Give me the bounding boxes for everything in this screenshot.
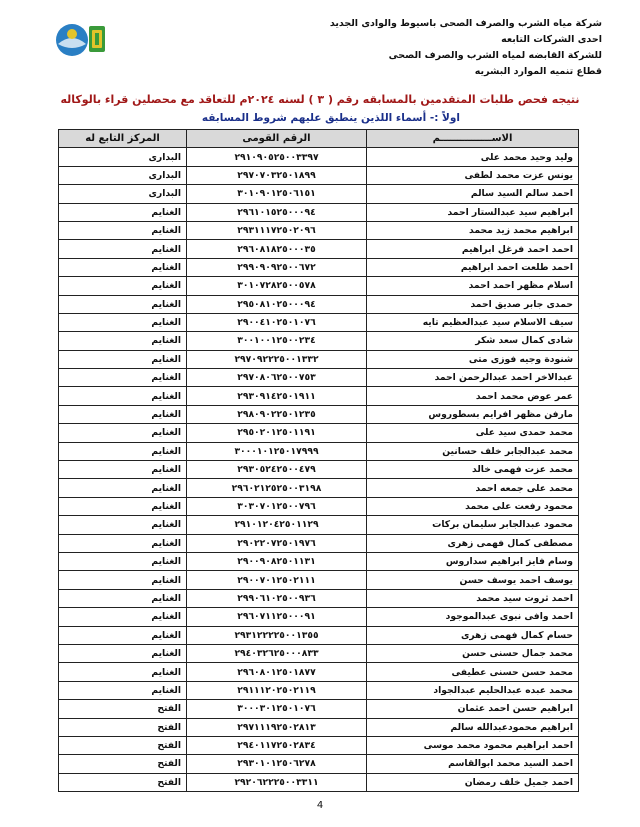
- cell-center: الغنايم: [59, 516, 187, 534]
- cell-national-id: ٢٩٧٠٨٠٦٢٥٠٠٧٥٣: [187, 369, 367, 387]
- cell-national-id: ٢٩٢٠٦٢٢٢٥٠٠٣٣١١: [187, 773, 367, 791]
- cell-name: عبدالاخر احمد عبدالرحمن احمد: [367, 369, 579, 387]
- page-number: 4: [316, 800, 324, 811]
- table-row: [59, 405, 579, 423]
- cell-name: يوسف احمد يوسف حسن: [367, 571, 579, 589]
- cell-center: الغنايم: [59, 442, 187, 460]
- table-row: [59, 387, 579, 405]
- cell-center: الغنايم: [59, 608, 187, 626]
- cell-name: وسام فايز ابراهيم سداروس: [367, 552, 579, 570]
- cell-national-id: ٣٠٠١٠٠١٢٥٠٠٢٣٤: [187, 332, 367, 350]
- cell-national-id: ٢٩٠٠٧٠١٢٥٠٢١١١: [187, 571, 367, 589]
- table-row: [59, 755, 579, 773]
- cell-center: الغنايم: [59, 313, 187, 331]
- table-row: [59, 277, 579, 295]
- cell-name: يونس عزت محمد لطفى: [367, 166, 579, 184]
- table-row: [59, 589, 579, 607]
- table-row: [59, 369, 579, 387]
- cell-name: سيف الاسلام سيد عبدالعظيم تايه: [367, 313, 579, 331]
- header-line-sector: قطاع تنميه الموارد البشريه: [474, 66, 602, 77]
- cell-name: ابراهيم حسن احمد عثمان: [367, 700, 579, 718]
- cell-national-id: ٢٩٣١٢٢٢٢٥٠٠١٣٥٥: [187, 626, 367, 644]
- cell-national-id: ٢٩٣١١١٧٢٥٠٢٠٩٦: [187, 221, 367, 239]
- table-row: [59, 221, 579, 239]
- cell-center: الغنايم: [59, 405, 187, 423]
- cell-name: ابراهيم محمودعبدالله سالم: [367, 718, 579, 736]
- cell-national-id: ٢٩١١١٢٠٢٥٠٢١١٩: [187, 681, 367, 699]
- cell-name: احمد ابراهيم محمود محمد موسى: [367, 736, 579, 754]
- company-header: [302, 16, 602, 80]
- cell-national-id: ٢٩٨٠٩٠٢٢٥٠١٢٣٥: [187, 405, 367, 423]
- cell-national-id: ٣٠٣٠٧٠١٢٥٠٠٧٩٦: [187, 497, 367, 515]
- table-row: [59, 736, 579, 754]
- cell-name: احمد السيد محمد ابوالقاسم: [367, 755, 579, 773]
- cell-name: محمد عبدالجابر خلف حسانين: [367, 442, 579, 460]
- cell-center: البدارى: [59, 166, 187, 184]
- table-row: [59, 663, 579, 681]
- table-row: [59, 626, 579, 644]
- cell-national-id: ٢٩٧٠٩٢٢٢٥٠٠١٣٣٢: [187, 350, 367, 368]
- header-line-company: شركة مياه الشرب والصرف الصحى باسيوط والوادى الجديد: [329, 18, 602, 29]
- cell-center: الغنايم: [59, 497, 187, 515]
- cell-national-id: ٢٩٦١٠١٥٢٥٠٠٠٩٤: [187, 203, 367, 221]
- column-header-center: المركز التابع له: [59, 130, 187, 148]
- cell-center: الغنايم: [59, 626, 187, 644]
- cell-center: الفتح: [59, 718, 187, 736]
- cell-center: البدارى: [59, 148, 187, 166]
- cell-national-id: ٢٩٥٠٢٠١٢٥٠١١٩١: [187, 424, 367, 442]
- cell-national-id: ٢٩٤٠٣٢٦٢٥٠٠٠٨٣٣: [187, 644, 367, 662]
- cell-center: البدارى: [59, 185, 187, 203]
- cell-center: الغنايم: [59, 258, 187, 276]
- cell-center: الغنايم: [59, 221, 187, 239]
- cell-national-id: ٢٩٦٠٨١٨٢٥٠٠٠٣٥: [187, 240, 367, 258]
- cell-center: الغنايم: [59, 387, 187, 405]
- cell-national-id: ٢٩٠٢٢٠٧٢٥٠١٩٧٦: [187, 534, 367, 552]
- cell-name: احمد سالم السيد سالم: [367, 185, 579, 203]
- table-row: [59, 203, 579, 221]
- cell-national-id: ٢٩٥٠٨١٠٢٥٠٠٠٩٤: [187, 295, 367, 313]
- cell-name: محمود رفعت على محمد: [367, 497, 579, 515]
- header-line-affiliate: احدى الشركات التابعه: [501, 34, 602, 45]
- table-row: [59, 700, 579, 718]
- table-row: [59, 332, 579, 350]
- cell-center: الغنايم: [59, 644, 187, 662]
- cell-name: شادى كمال سعد شكر: [367, 332, 579, 350]
- cell-center: الفتح: [59, 736, 187, 754]
- cell-name: محمود عبدالجابر سليمان بركات: [367, 516, 579, 534]
- table-row: [59, 350, 579, 368]
- table-row: [59, 516, 579, 534]
- cell-center: الغنايم: [59, 369, 187, 387]
- applicants-table: [58, 129, 579, 792]
- table-row: [59, 185, 579, 203]
- cell-center: الغنايم: [59, 332, 187, 350]
- cell-name: مارفن مظهر افرايم بسطوروس: [367, 405, 579, 423]
- table-row: [59, 240, 579, 258]
- cell-name: محمد على جمعه احمد: [367, 479, 579, 497]
- cell-name: عمر عوض محمد احمد: [367, 387, 579, 405]
- cell-national-id: ٢٩٣٠١٠١٢٥٠٦٢٧٨: [187, 755, 367, 773]
- page-title: نتيجه فحص طلبات المتقدمين بالمسابقه رقم ( ٣ ) لسنه ٢٠٢٤م للتعاقد مع محصلين قراء بالوكاله: [60, 93, 580, 106]
- cell-center: الفتح: [59, 773, 187, 791]
- cell-center: الغنايم: [59, 479, 187, 497]
- cell-name: وليد وحيد محمد على: [367, 148, 579, 166]
- cell-name: محمد عزت فهمى خالد: [367, 461, 579, 479]
- table-row: [59, 681, 579, 699]
- column-header-national-id: الرقم القومى: [187, 130, 367, 148]
- cell-center: الغنايم: [59, 461, 187, 479]
- cell-name: محمد حمدى سيد على: [367, 424, 579, 442]
- cell-name: محمد عبده عبدالحليم عبدالجواد: [367, 681, 579, 699]
- cell-national-id: ٣٠١٠٩٠١٢٥٠٦١٥١: [187, 185, 367, 203]
- cell-name: اسلام مظهر احمد احمد: [367, 277, 579, 295]
- table-row: [59, 442, 579, 460]
- header-line-holding: للشركة القابضه لمياه الشرب والصرف الصحى: [388, 50, 602, 61]
- cell-name: محمد جمال حسنى حسن: [367, 644, 579, 662]
- cell-name: شنودة وجيه فوزى متى: [367, 350, 579, 368]
- cell-name: حسام كمال فهمى زهرى: [367, 626, 579, 644]
- cell-national-id: ٢٩١٠٩٠٥٢٥٠٠٣٣٩٧: [187, 148, 367, 166]
- cell-national-id: ٢٩٦٠٨٠١٢٥٠١٨٧٧: [187, 663, 367, 681]
- table-row: [59, 608, 579, 626]
- cell-national-id: ٣٠٠٠٣٠١٢٥٠١٠٧٦: [187, 700, 367, 718]
- cell-national-id: ٢٩٣٠٥٢٤٢٥٠٠٤٧٩: [187, 461, 367, 479]
- cell-center: الغنايم: [59, 240, 187, 258]
- cell-name: محمد حسن حسنى عطيفى: [367, 663, 579, 681]
- table-row: [59, 295, 579, 313]
- table-row: [59, 497, 579, 515]
- cell-center: الغنايم: [59, 424, 187, 442]
- cell-center: الغنايم: [59, 534, 187, 552]
- table-row: [59, 313, 579, 331]
- cell-name: مصطفى كمال فهمى زهرى: [367, 534, 579, 552]
- cell-center: الغنايم: [59, 663, 187, 681]
- table-row: [59, 571, 579, 589]
- cell-national-id: ٢٩١٠١٢٠٤٢٥٠١١٢٩: [187, 516, 367, 534]
- cell-name: ابراهيم محمد زيد محمد: [367, 221, 579, 239]
- cell-name: احمد طلعت احمد ابراهيم: [367, 258, 579, 276]
- cell-national-id: ٢٩٣٠٩١٤٢٥٠١٩١١: [187, 387, 367, 405]
- cell-center: الغنايم: [59, 589, 187, 607]
- table-row: [59, 718, 579, 736]
- cell-national-id: ٣٠١٠٧٢٨٢٥٠٠٥٧٨: [187, 277, 367, 295]
- cell-center: الغنايم: [59, 295, 187, 313]
- cell-name: حمدى جابر صديق احمد: [367, 295, 579, 313]
- table-row: [59, 424, 579, 442]
- table-header-row: [59, 130, 579, 148]
- cell-name: احمد ثروت سيد محمد: [367, 589, 579, 607]
- cell-national-id: ٢٩٠٠٩٠٨٢٥٠١١٣١: [187, 552, 367, 570]
- cell-center: الفتح: [59, 700, 187, 718]
- cell-national-id: ٢٩٩٠٦١٠٢٥٠٠٩٣٦: [187, 589, 367, 607]
- section-subtitle: اولاً :- أسماء اللذين ينطبق عليهم شروط المسابقه: [201, 112, 460, 124]
- cell-name: احمد احمد فرغل ابراهيم: [367, 240, 579, 258]
- column-header-name: الاســـــــــــــــم: [367, 130, 579, 148]
- table-row: [59, 148, 579, 166]
- cell-center: الغنايم: [59, 203, 187, 221]
- table-row: [59, 479, 579, 497]
- cell-national-id: ٢٩٠٠٤١٠٢٥٠١٠٧٦: [187, 313, 367, 331]
- company-logo-icon: [52, 18, 108, 60]
- cell-national-id: ٢٩٧٠٧٠٣٢٥٠١٨٩٩: [187, 166, 367, 184]
- table-row: [59, 552, 579, 570]
- cell-national-id: ٢٩٦٠٢١٢٥٢٥٠٠٣١٩٨: [187, 479, 367, 497]
- cell-national-id: ٣٠٠٠١٠١٢٥٠١٧٩٩٩: [187, 442, 367, 460]
- cell-center: الغنايم: [59, 571, 187, 589]
- table-row: [59, 166, 579, 184]
- cell-center: الغنايم: [59, 681, 187, 699]
- table-body: [59, 148, 579, 792]
- table-row: [59, 644, 579, 662]
- table-row: [59, 258, 579, 276]
- cell-national-id: ٢٩٧١١١٩٢٥٠٢٨١٣: [187, 718, 367, 736]
- cell-center: الغنايم: [59, 350, 187, 368]
- table-row: [59, 773, 579, 791]
- cell-center: الغنايم: [59, 552, 187, 570]
- cell-name: ابراهيم سيد عبدالستار احمد: [367, 203, 579, 221]
- cell-center: الغنايم: [59, 277, 187, 295]
- cell-name: احمد وافى نبوى عبدالموجود: [367, 608, 579, 626]
- cell-center: الفتح: [59, 755, 187, 773]
- table-row: [59, 461, 579, 479]
- cell-national-id: ٢٩٤٠١١٧٢٥٠٢٨٣٤: [187, 736, 367, 754]
- cell-name: احمد جميل خلف رمضان: [367, 773, 579, 791]
- table-row: [59, 534, 579, 552]
- cell-national-id: ٢٩٩٠٩٠٩٢٥٠٠٦٧٢: [187, 258, 367, 276]
- cell-national-id: ٢٩٦٠٧١١٢٥٠٠٠٩١: [187, 608, 367, 626]
